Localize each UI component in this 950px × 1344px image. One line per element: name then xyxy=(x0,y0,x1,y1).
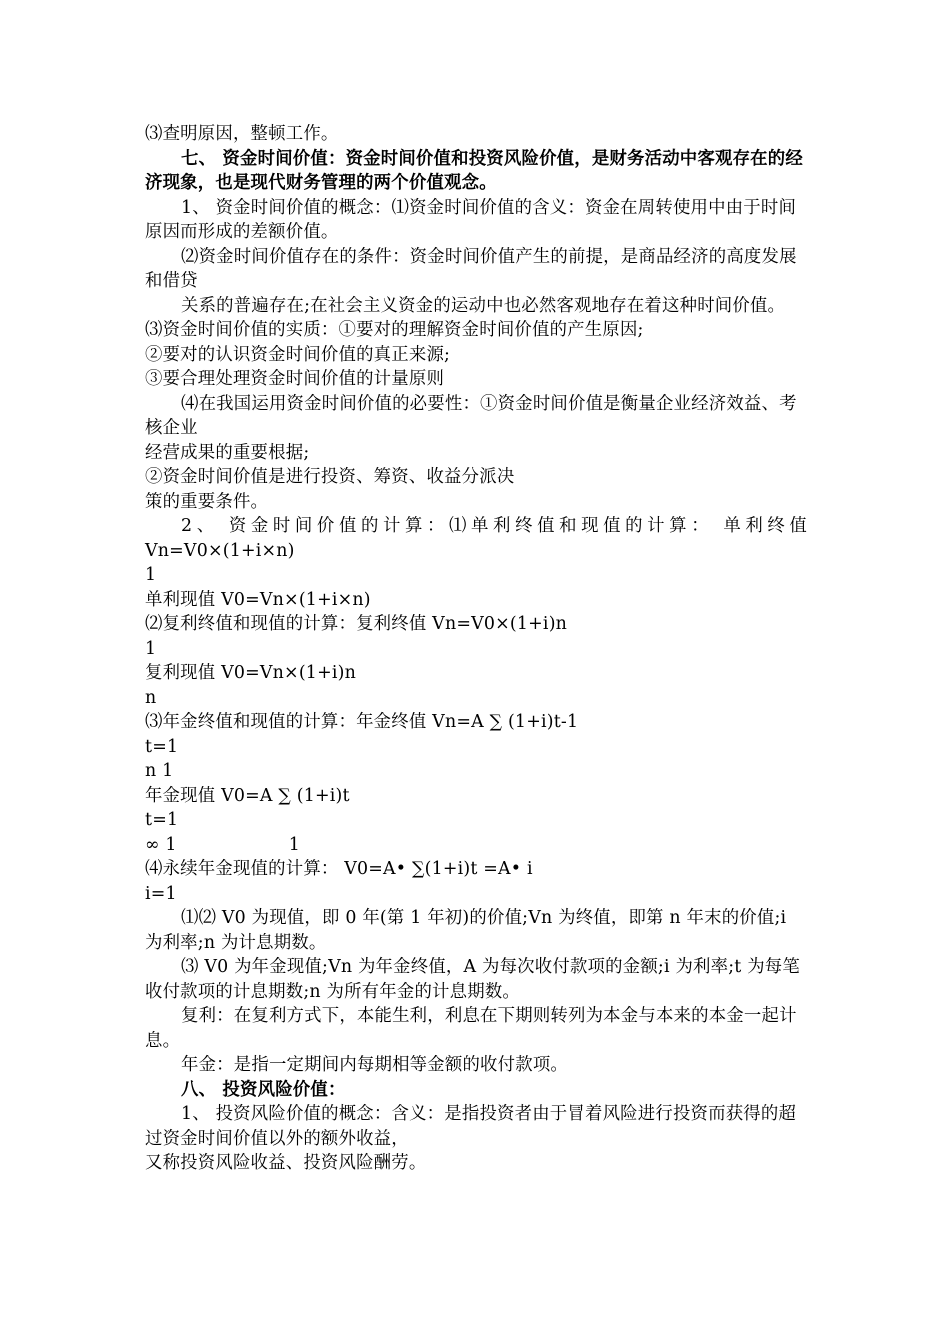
formula-line: 复利现值 V0=Vn×(1+i)n xyxy=(145,663,356,683)
formula-line: 1 xyxy=(145,638,157,659)
paragraph: 1、 投资风险价值的概念：含义：是指投资者由于冒着风险进行投资而获得的超过资金时间价值以外的额外收益， xyxy=(145,1104,797,1149)
paragraph: 复利：在复利方式下，本能生利，利息在下期则转列为本金与本来的本金一起计息。 xyxy=(145,1006,797,1051)
paragraph: ⑶资金时间价值的实质：①要对的理解资金时间价值的产生原因; xyxy=(145,320,644,340)
paragraph: 关系的普遍存在;在社会主义资金的运动中也必然客观地存在着这种时间价值。 xyxy=(181,295,786,316)
formula-line: t=1 xyxy=(145,736,179,757)
formula-fragment: 1 xyxy=(288,834,300,855)
paragraph: ⑷在我国运用资金时间价值的必要性：①资金时间价值是衡量企业经济效益、考核企业 xyxy=(145,393,797,438)
paragraph: 又称投资风险收益、投资风险酬劳。 xyxy=(145,1153,427,1173)
formula-line xyxy=(145,833,807,858)
paragraph: ⑴⑵ V0 为现值，即 0 年(第 1 年初)的价值;Vn 为终值，即第 n 年末的价值;i 为利率;n 为计息期数。 xyxy=(145,908,787,953)
paragraph: ⑶ V0 为年金现值;Vn 为年金终值，A 为每次收付款项的金额;i 为利率;t 为每笔收付款项的计息期数;n 为所有年金的计息期数。 xyxy=(145,957,800,1002)
formula-line: 单利现值 V0=Vn×(1+i×n) xyxy=(145,589,371,610)
formula-line: ⑶年金终值和现值的计算：年金终值 Vn=A ∑ (1+i)t-1 xyxy=(145,712,579,732)
paragraph: ⑵资金时间价值存在的条件：资金时间价值产生的前提，是商品经济的高度发展和借贷 xyxy=(145,246,797,291)
paragraph: 1、 资金时间价值的概念：⑴资金时间价值的含义：资金在周转使用中由于时间原因而形成的差额价值。 xyxy=(145,197,797,242)
formula-fragment: ∞ 1 xyxy=(145,834,177,855)
paragraph: 年金：是指一定期间内每期相等金额的收付款项。 xyxy=(181,1055,568,1075)
formula-line: t=1 xyxy=(145,810,179,830)
paragraph: 经营成果的重要根据; xyxy=(145,442,310,463)
formula-line: 年金现值 V0=A ∑ (1+i)t xyxy=(145,785,350,806)
document-body xyxy=(145,122,807,1176)
paragraph: ⑶查明原因，整顿工作。 xyxy=(145,124,339,144)
paragraph: ②资金时间价值是进行投资、筹资、收益分派决 xyxy=(145,467,515,487)
section-heading-seven: 七、 资金时间价值：资金时间价值和投资风险价值，是财务活动中客观存在的经济现象，也是现代财务管理的两个价值观念。 xyxy=(145,148,803,193)
paragraph: ②要对的认识资金时间价值的真正来源; xyxy=(145,344,451,365)
section-heading-eight: 八、 投资风险价值： xyxy=(181,1079,346,1100)
formula-line: i=1 xyxy=(145,883,177,904)
paragraph: 策的重要条件。 xyxy=(145,491,269,512)
formula-line: ⑷永续年金现值的计算： V0=A• ∑(1+i)t =A• i xyxy=(145,859,533,879)
formula-line: 1 xyxy=(145,565,157,585)
paragraph: 2、 资金时间价值的计算：⑴单利终值和现值的计算： 单利终值 xyxy=(181,516,807,536)
formula-line: n 1 xyxy=(145,761,174,781)
paragraph: ③要合理处理资金时间价值的计量原则 xyxy=(145,369,445,389)
formula-line: n xyxy=(145,687,157,708)
formula-line: ⑵复利终值和现值的计算：复利终值 Vn=V0×(1+i)n xyxy=(145,614,568,634)
formula-line: Vn=V0×(1+i×n) xyxy=(145,540,295,561)
